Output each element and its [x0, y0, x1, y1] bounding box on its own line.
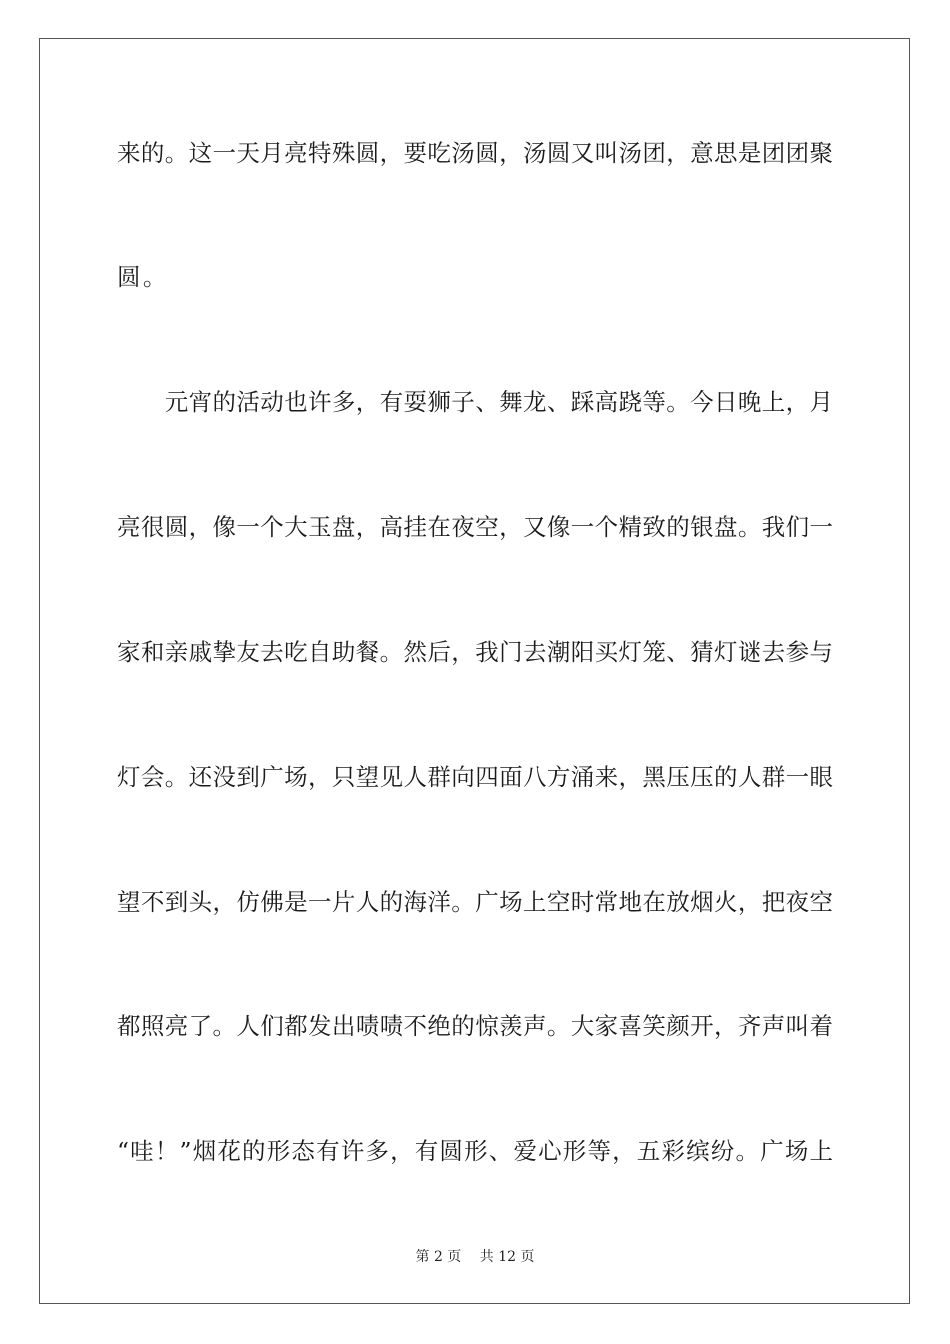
body-text-line: 圆。 — [117, 263, 169, 291]
body-text-line: “哇！”烟花的形态有许多，有圆形、爱心形等，五彩缤纷。广场上 — [117, 1137, 833, 1165]
body-text-line: 元宵的活动也许多，有耍狮子、舞龙、踩高跷等。今日晚上，月 — [117, 388, 833, 416]
body-text-line: 灯会。还没到广场，只望见人群向四面八方涌来，黑压压的人群一眼 — [117, 763, 833, 791]
page-number-footer: 第 2 页 共 12 页 — [415, 1249, 535, 1265]
body-text-line: 亮很圆，像一个大玉盘，高挂在夜空，又像一个精致的银盘。我们一 — [117, 513, 833, 541]
body-text-line: 来的。这一天月亮特殊圆，要吃汤圆，汤圆又叫汤团，意思是团团聚 — [117, 139, 833, 167]
page-border — [39, 38, 910, 1304]
body-text-line: 望不到头，仿佛是一片人的海洋。广场上空时常地在放烟火，把夜空 — [117, 888, 833, 916]
body-text-line: 都照亮了。人们都发出啧啧不绝的惊羡声。大家喜笑颜开，齐声叫着 — [117, 1012, 833, 1040]
body-text-line: 家和亲戚挚友去吃自助餐。然后，我门去潮阳买灯笼、猜灯谜去参与 — [117, 638, 833, 666]
